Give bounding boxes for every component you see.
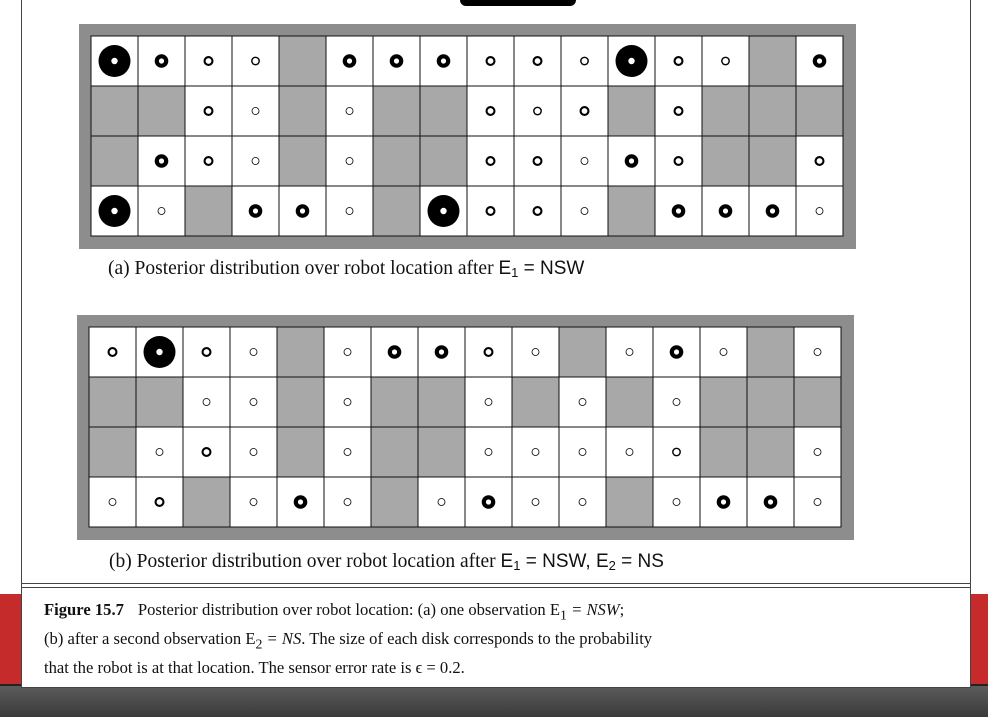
caption-line-1-text: Posterior distribution over robot location: (a) one observation E [137,600,561,619]
probability-disk-small-a-r1-c10 [580,106,590,116]
obstacle-cell-b-r2-c0 [89,427,136,477]
obstacle-cell-b-r1-c0 [89,377,136,427]
subcaption-b-text: (b) Posterior distribution over robot location after [109,551,501,572]
probability-disk-tiny-b-r0-c3 [250,348,258,356]
probability-disk-small-a-r2-c12 [674,156,684,166]
subcaption-a-text: (a) Posterior distribution over robot location after [108,258,499,279]
caption-line-2-sub: 2 [255,636,263,652]
obstacle-cell-a-r3-c11 [608,186,655,236]
probability-disk-small-a-r0-c8 [486,56,496,66]
obstacle-cell-b-r0-c14 [747,327,794,377]
figure-frame [21,0,971,688]
obstacle-cell-a-r1-c6 [373,86,420,136]
grid-a [79,24,856,249]
grid-b [77,315,854,540]
probability-disk-small-a-r3-c9 [533,206,543,216]
obstacle-cell-b-r3-c11 [606,477,653,527]
probability-disk-tiny-b-r1-c3 [250,398,258,406]
probability-disk-tiny-b-r2-c5 [344,448,352,456]
obstacle-cell-b-r1-c9 [512,377,559,427]
probability-disk-small-a-r1-c12 [674,106,684,116]
probability-disk-tiny-b-r2-c15 [814,448,822,456]
obstacle-cell-a-r3-c2 [185,186,232,236]
probability-disk-very-small-a-r0-c10 [580,57,589,66]
probability-disk-large-a-r0-c11 [616,45,648,77]
grid-panel-b [77,315,854,540]
caption-line-2-text: (b) after a second observation E [44,628,256,648]
probability-disk-tiny-b-r0-c9 [532,348,540,356]
probability-disk-tiny-b-r2-c3 [250,448,258,456]
probability-disk-tiny-b-r0-c15 [814,348,822,356]
probability-disk-tiny-b-r3-c9 [532,498,540,506]
probability-disk-tiny-b-r2-c8 [485,448,493,456]
probability-disk-small-a-r1-c2 [204,106,214,116]
probability-disk-medium-a-r3-c12 [672,204,686,218]
probability-disk-tiny-a-r3-c5 [346,207,354,215]
probability-disk-medium-a-r3-c3 [249,204,263,218]
caption-line-3: that the robot is at that location. The sensor error rate is ϵ = 0.2. [44,657,465,677]
obstacle-cell-a-r2-c7 [420,136,467,186]
obstacle-cell-a-r1-c4 [279,86,326,136]
probability-disk-small-a-r1-c8 [486,106,496,116]
probability-disk-medium-b-r3-c8 [482,495,496,509]
probability-disk-tiny-a-r3-c1 [158,207,166,215]
caption-line-2-eq: = NS [262,628,302,648]
probability-disk-small-a-r0-c2 [204,56,214,66]
obstacle-cell-a-r1-c11 [608,86,655,136]
obstacle-cell-a-r2-c4 [279,136,326,186]
probability-disk-small-a-r3-c8 [486,206,496,216]
probability-disk-medium-a-r2-c11 [625,154,639,168]
probability-disk-medium-b-r3-c4 [294,495,308,509]
subcaption-b-e1: E [500,551,514,572]
probability-disk-medium-b-r3-c14 [764,495,778,509]
probability-disk-tiny-b-r3-c5 [344,498,352,506]
probability-disk-small-a-r2-c15 [815,156,825,166]
probability-disk-medium-a-r0-c7 [437,54,451,68]
obstacle-cell-b-r1-c6 [371,377,418,427]
probability-disk-tiny-a-r2-c10 [581,157,589,165]
subcaption-a-rest: = NSW [518,258,585,279]
subcaption-a [108,258,584,280]
probability-disk-tiny-b-r3-c3 [250,498,258,506]
obstacle-cell-a-r0-c14 [749,36,796,86]
subcaption-a-e: E [498,258,512,279]
obstacle-cell-a-r1-c0 [91,86,138,136]
probability-disk-large-a-r3-c7 [428,195,460,227]
subcaption-b [109,551,664,573]
slide-bottom-bar [0,684,988,717]
probability-disk-medium-a-r0-c6 [390,54,404,68]
probability-disk-tiny-b-r2-c9 [532,448,540,456]
obstacle-cell-b-r2-c6 [371,427,418,477]
obstacle-cell-b-r3-c6 [371,477,418,527]
obstacle-cell-b-r1-c13 [700,377,747,427]
obstacle-cell-b-r2-c7 [418,427,465,477]
figure-caption [44,598,924,679]
probability-disk-tiny-b-r3-c0 [109,498,117,506]
probability-disk-tiny-a-r2-c3 [252,157,260,165]
probability-disk-medium-b-r0-c6 [388,345,402,359]
probability-disk-tiny-b-r3-c12 [673,498,681,506]
obstacle-cell-a-r2-c0 [91,136,138,186]
probability-disk-tiny-b-r2-c10 [579,448,587,456]
obstacle-cell-b-r0-c4 [277,327,324,377]
caption-line-2-rest: . The size of each disk corresponds to the probability [301,628,653,648]
probability-disk-small-a-r0-c9 [533,56,543,66]
probability-disk-medium-a-r0-c15 [813,54,827,68]
obstacle-cell-a-r1-c1 [138,86,185,136]
caption-line-1-eq: = NSW [566,600,620,619]
probability-disk-tiny-b-r0-c11 [626,348,634,356]
probability-disk-medium-a-r3-c14 [766,204,780,218]
probability-disk-large-a-r3-c0 [99,195,131,227]
probability-disk-tiny-a-r3-c10 [581,207,589,215]
subcaption-b-e2: E [595,551,609,572]
grid-panel-a [79,24,856,249]
obstacle-cell-a-r2-c13 [702,136,749,186]
probability-disk-medium-a-r3-c13 [719,204,733,218]
obstacle-cell-a-r1-c13 [702,86,749,136]
subcaption-b-rest2: = NS [615,551,664,572]
probability-disk-very-small-b-r2-c12 [672,448,681,457]
probability-disk-medium-b-r0-c7 [435,345,449,359]
subcaption-b-sub2: 2 [608,558,616,573]
probability-disk-small-a-r2-c8 [486,156,496,166]
obstacle-cell-a-r1-c15 [796,86,843,136]
caption-line-1-end: ; [619,600,625,619]
probability-disk-small-b-r0-c2 [202,347,212,357]
probability-disk-small-b-r3-c1 [155,497,165,507]
obstacle-cell-b-r2-c14 [747,427,794,477]
obstacle-cell-a-r1-c7 [420,86,467,136]
probability-disk-tiny-b-r1-c10 [579,398,587,406]
probability-disk-medium-a-r0-c5 [343,54,357,68]
probability-disk-tiny-b-r3-c7 [438,498,446,506]
probability-disk-very-small-a-r0-c3 [251,57,260,66]
probability-disk-small-a-r2-c9 [533,156,543,166]
probability-disk-tiny-b-r0-c5 [344,348,352,356]
obstacle-cell-a-r3-c6 [373,186,420,236]
obstacle-cell-a-r2-c14 [749,136,796,186]
probability-disk-tiny-b-r3-c10 [579,498,587,506]
probability-disk-very-small-a-r0-c13 [721,57,730,66]
obstacle-cell-b-r1-c1 [136,377,183,427]
probability-disk-small-b-r0-c8 [484,347,494,357]
obstacle-cell-b-r1-c4 [277,377,324,427]
obstacle-cell-a-r0-c4 [279,36,326,86]
probability-disk-medium-a-r2-c1 [155,154,169,168]
probability-disk-tiny-b-r0-c13 [720,348,728,356]
caption-line-1 [44,598,924,627]
clipped-title-fragment [460,0,576,6]
probability-disk-medium-a-r0-c1 [155,54,169,68]
probability-disk-tiny-b-r2-c1 [156,448,164,456]
probability-disk-very-small-a-r1-c9 [533,107,542,116]
caption-divider [22,583,970,588]
probability-disk-tiny-b-r1-c5 [344,398,352,406]
probability-disk-tiny-a-r1-c3 [252,107,260,115]
obstacle-cell-b-r2-c13 [700,427,747,477]
probability-disk-tiny-b-r3-c15 [814,498,822,506]
probability-disk-tiny-a-r1-c5 [346,107,354,115]
obstacle-cell-b-r2-c4 [277,427,324,477]
probability-disk-medium-a-r3-c4 [296,204,310,218]
probability-disk-small-b-r0-c0 [108,347,118,357]
probability-disk-tiny-a-r3-c15 [816,207,824,215]
obstacle-cell-b-r3-c2 [183,477,230,527]
probability-disk-tiny-b-r1-c8 [485,398,493,406]
obstacle-cell-b-r0-c10 [559,327,606,377]
obstacle-cell-b-r1-c7 [418,377,465,427]
probability-disk-small-a-r0-c12 [674,56,684,66]
subcaption-b-rest1: = NSW, [520,551,596,572]
probability-disk-small-b-r2-c2 [202,447,212,457]
caption-line-2 [44,627,924,656]
obstacle-cell-a-r1-c14 [749,86,796,136]
obstacle-cell-a-r2-c6 [373,136,420,186]
probability-disk-tiny-b-r1-c12 [673,398,681,406]
probability-disk-large-b-r0-c1 [144,336,176,368]
probability-disk-tiny-b-r1-c2 [203,398,211,406]
probability-disk-medium-b-r3-c13 [717,495,731,509]
probability-disk-medium-b-r0-c12 [670,345,684,359]
obstacle-cell-b-r1-c14 [747,377,794,427]
obstacle-cell-b-r1-c15 [794,377,841,427]
subcaption-a-sub: 1 [511,265,519,280]
probability-disk-tiny-b-r2-c11 [626,448,634,456]
figure-label: Figure 15.7 [44,600,124,619]
caption-line-1-sub: 1 [560,607,567,623]
probability-disk-tiny-a-r2-c5 [346,157,354,165]
subcaption-b-sub1: 1 [513,558,521,573]
obstacle-cell-b-r1-c11 [606,377,653,427]
probability-disk-small-a-r2-c2 [204,156,214,166]
probability-disk-large-a-r0-c0 [99,45,131,77]
